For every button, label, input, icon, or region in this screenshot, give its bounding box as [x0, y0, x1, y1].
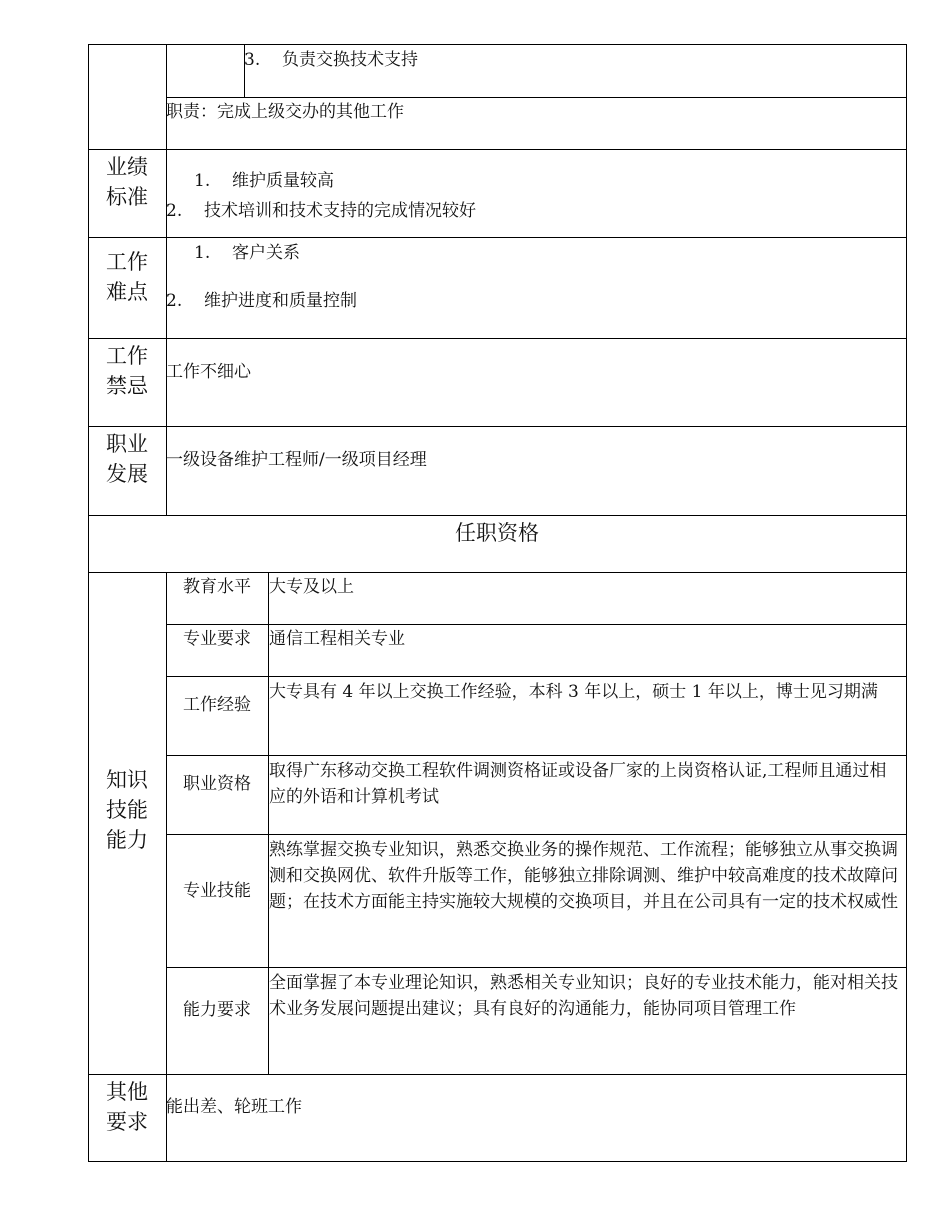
difficulty-item-1 — [194, 240, 300, 266]
item-number: 2. — [166, 201, 183, 221]
knowledge-label — [88, 765, 166, 855]
qualification-name-skills: 专业技能 — [183, 881, 251, 901]
qualification-name-experience: 工作经验 — [183, 695, 251, 715]
row-divider — [166, 755, 907, 756]
item-number: 2. — [166, 291, 183, 311]
row-divider — [88, 149, 907, 150]
qualification-value-education: 大专及以上 — [269, 577, 354, 597]
row-divider — [166, 967, 907, 968]
row-divider — [166, 624, 907, 625]
qualification-value-major: 通信工程相关专业 — [269, 629, 405, 649]
career-label — [88, 429, 166, 489]
label-line: 技能 — [106, 798, 148, 822]
label-line: 业绩 — [106, 155, 148, 179]
label-line: 能力 — [106, 828, 148, 852]
qualification-value-experience: 大专具有 4 年以上交换工作经验，本科 3 年以上，硕士 1 年以上，博士见习期满 — [269, 682, 878, 702]
performance-item-1 — [194, 168, 334, 194]
duty-item-3-text: 负责交换技术支持 — [282, 50, 418, 70]
label-line: 其他 — [106, 1080, 148, 1104]
qualification-name-certification: 职业资格 — [183, 774, 251, 794]
row-divider — [88, 515, 907, 516]
label-line: 标准 — [106, 185, 148, 209]
table-border-bottom — [88, 1161, 907, 1162]
qualification-value-certification: 取得广东移动交换工程软件调测资格证或设备厂家的上岗资格认证,工程师且通过相应的外语和计算机考试 — [269, 761, 887, 807]
table-border-top — [88, 44, 907, 45]
row-divider — [88, 426, 907, 427]
label-line: 工作 — [106, 250, 148, 274]
column-divider — [166, 572, 167, 1162]
performance-item-2 — [166, 198, 476, 224]
item-number: 1. — [194, 171, 211, 191]
item-text: 维护质量较高 — [232, 171, 334, 191]
duty-item-3-number: 3. — [244, 50, 261, 70]
taboo-text: 工作不细心 — [166, 362, 251, 382]
difficulty-item-2 — [166, 288, 357, 314]
qualification-name-education: 教育水平 — [183, 577, 251, 597]
other-text: 能出差、轮班工作 — [166, 1097, 302, 1117]
label-line: 要求 — [106, 1110, 148, 1134]
duty-item-3 — [244, 47, 418, 73]
duty-other: 职责：完成上级交办的其他工作 — [166, 102, 404, 122]
label-line: 难点 — [106, 280, 148, 304]
qualification-name-major: 专业要求 — [183, 629, 251, 649]
row-divider — [166, 834, 907, 835]
row-divider — [88, 237, 907, 238]
difficulty-label — [88, 247, 166, 307]
row-divider — [166, 97, 907, 98]
table-border-right — [906, 44, 907, 1162]
item-number: 1. — [194, 243, 211, 263]
row-divider — [88, 1074, 907, 1075]
row-divider — [166, 676, 907, 677]
qualification-value-skills: 熟练掌握交换专业知识，熟悉交换业务的操作规范、工作流程；能够独立从事交换调测和交换网优、软件升版等工作，能够独立排除调测、维护中较高难度的技术故障问题；在技术方面能主持实施较大规模的交换项目，并且在公司具有一定的技术权威性 — [269, 840, 898, 912]
taboo-label — [88, 341, 166, 401]
label-line: 工作 — [106, 344, 148, 368]
item-text: 客户关系 — [232, 243, 300, 263]
item-text: 技术培训和技术支持的完成情况较好 — [204, 201, 476, 221]
qualification-title: 任职资格 — [455, 521, 539, 545]
label-line: 知识 — [106, 768, 148, 792]
label-line: 职业 — [106, 432, 148, 456]
item-text: 维护进度和质量控制 — [204, 291, 357, 311]
row-divider — [88, 572, 907, 573]
row-divider — [88, 338, 907, 339]
career-text: 一级设备维护工程师/一级项目经理 — [166, 450, 427, 470]
label-line: 禁忌 — [106, 374, 148, 398]
label-line: 发展 — [106, 462, 148, 486]
other-label — [88, 1077, 166, 1137]
performance-label — [88, 152, 166, 212]
qualification-name-ability: 能力要求 — [183, 1000, 251, 1020]
qualification-value-ability: 全面掌握了本专业理论知识，熟悉相关专业知识；良好的专业技术能力，能对相关技术业务发展问题提出建议；具有良好的沟通能力，能协同项目管理工作 — [269, 973, 898, 1019]
